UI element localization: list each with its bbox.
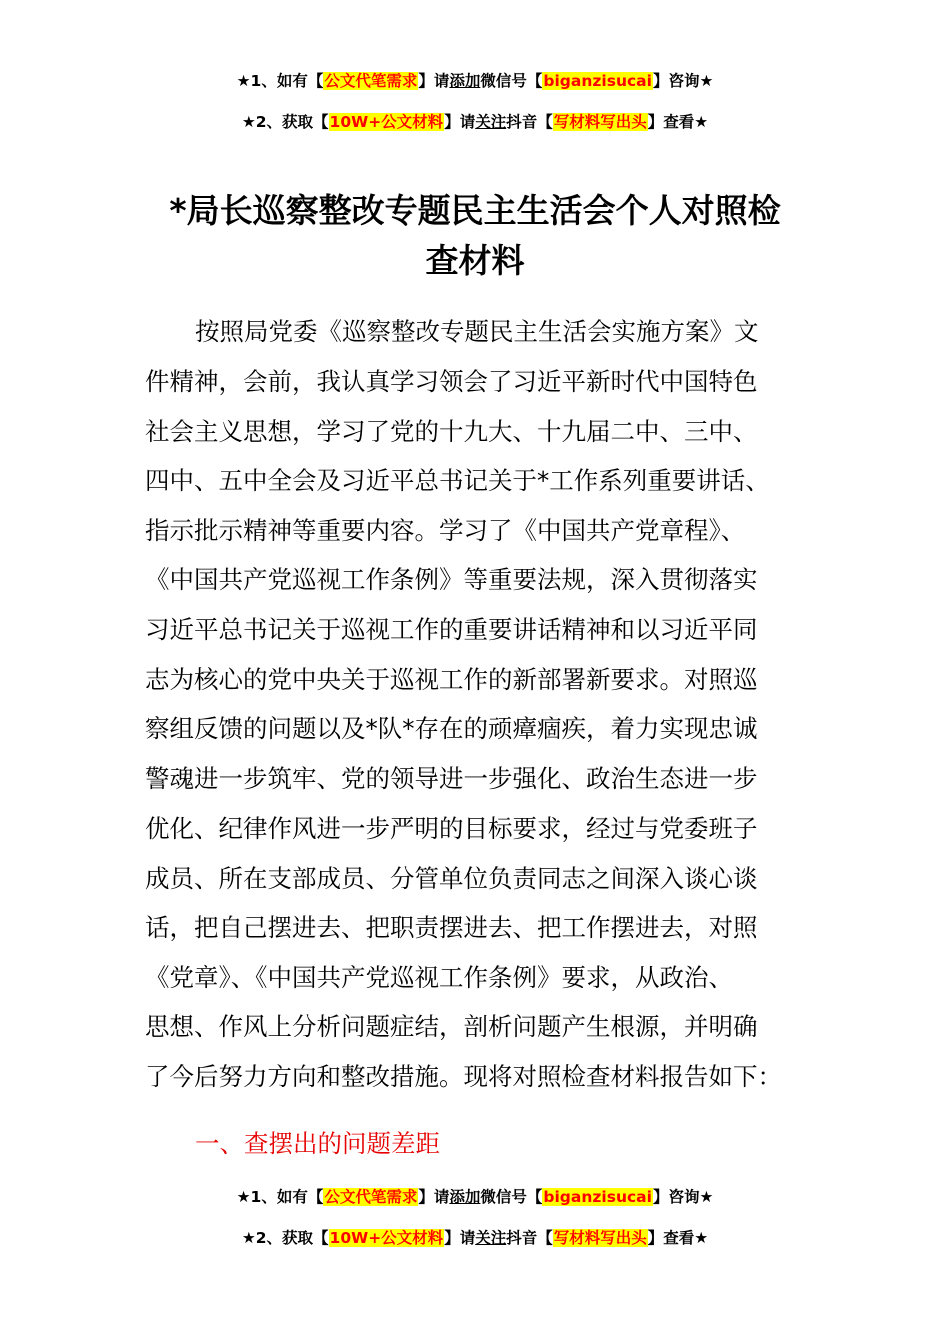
section-heading: 一、查摆出的问题差距 (195, 1129, 440, 1158)
promo-text: 微信号【 (480, 72, 543, 90)
promo-highlight-douyin: 写材料写出头 (553, 1229, 647, 1247)
promo-line-1-bottom (0, 1186, 950, 1208)
promo-underline: 关注 (475, 1229, 507, 1247)
promo-highlight-wechat-id: biganzisucai (543, 1188, 652, 1206)
promo-highlight-douyin: 写材料写出头 (553, 113, 647, 131)
promo-text: ★1、如有【 (236, 1188, 324, 1206)
promo-line-2-top (0, 111, 950, 133)
paragraph-line: 警魂进一步筑牢、党的领导进一步强化、政治生态进一步 (145, 764, 758, 793)
promo-text: ★2、获取【 (241, 113, 329, 131)
promo-text: 】查看★ (647, 1229, 709, 1247)
promo-text: 抖音【 (506, 113, 553, 131)
promo-highlight: 10W+公文材料 (329, 1229, 444, 1247)
paragraph-line: 社会主义思想，学习了党的十九大、十九届二中、三中、 (145, 417, 758, 446)
promo-highlight: 公文代笔需求 (324, 72, 418, 90)
paragraph-line: 思想、作风上分析问题症结，剖析问题产生根源，并明确 (145, 1012, 758, 1041)
paragraph-line: 了今后努力方向和整改措施。现将对照检查材料报告如下： (145, 1062, 782, 1091)
promo-text: ★2、获取【 (241, 1229, 329, 1247)
document-title-line-1: *局长巡察整改专题民主生活会个人对照检 (169, 191, 781, 230)
promo-line-2-bottom (0, 1227, 950, 1249)
promo-text: 】请 (418, 72, 450, 90)
paragraph-line: 优化、纪律作风进一步严明的目标要求，经过与党委班子 (145, 814, 758, 843)
promo-underline: 添加 (449, 1188, 481, 1206)
promo-text: 】请 (444, 113, 476, 131)
promo-text: 抖音【 (506, 1229, 553, 1247)
paragraph-line: 话，把自己摆进去、把职责摆进去、把工作摆进去，对照 (145, 913, 758, 942)
document-title-line-2: 查材料 (425, 241, 525, 280)
promo-text: 】咨询★ (652, 1188, 714, 1206)
paragraph-line: 察组反馈的问题以及*队*存在的顽瘴痼疾，着力实现忠诚 (145, 714, 758, 743)
paragraph-line: 《中国共产党巡视工作条例》等重要法规，深入贯彻落实 (145, 565, 758, 594)
paragraph-line: 志为核心的党中央关于巡视工作的新部署新要求。对照巡 (145, 665, 758, 694)
paragraph-line: 《党章》、《中国共产党巡视工作条例》要求，从政治、 (145, 963, 733, 992)
promo-highlight: 10W+公文材料 (329, 113, 444, 131)
promo-highlight: 公文代笔需求 (324, 1188, 418, 1206)
paragraph-line: 习近平总书记关于巡视工作的重要讲话精神和以习近平同 (145, 615, 758, 644)
promo-text: 微信号【 (480, 1188, 543, 1206)
paragraph-line: 指示批示精神等重要内容。学习了《中国共产党章程》、 (145, 516, 746, 545)
promo-text: 】请 (418, 1188, 450, 1206)
paragraph-line: 按照局党委《巡察整改专题民主生活会实施方案》文 (195, 317, 759, 346)
promo-underline: 关注 (475, 113, 507, 131)
promo-text: 】请 (444, 1229, 476, 1247)
promo-text: ★1、如有【 (236, 72, 324, 90)
promo-highlight-wechat-id: biganzisucai (543, 72, 652, 90)
promo-text: 】咨询★ (652, 72, 714, 90)
paragraph-line: 成员、所在支部成员、分管单位负责同志之间深入谈心谈 (145, 864, 758, 893)
paragraph-line: 四中、五中全会及习近平总书记关于*工作系列重要讲话、 (145, 466, 770, 495)
promo-underline: 添加 (449, 72, 481, 90)
promo-text: 】查看★ (647, 113, 709, 131)
promo-line-1-top (0, 70, 950, 92)
paragraph-line: 件精神，会前，我认真学习领会了习近平新时代中国特色 (145, 367, 758, 396)
